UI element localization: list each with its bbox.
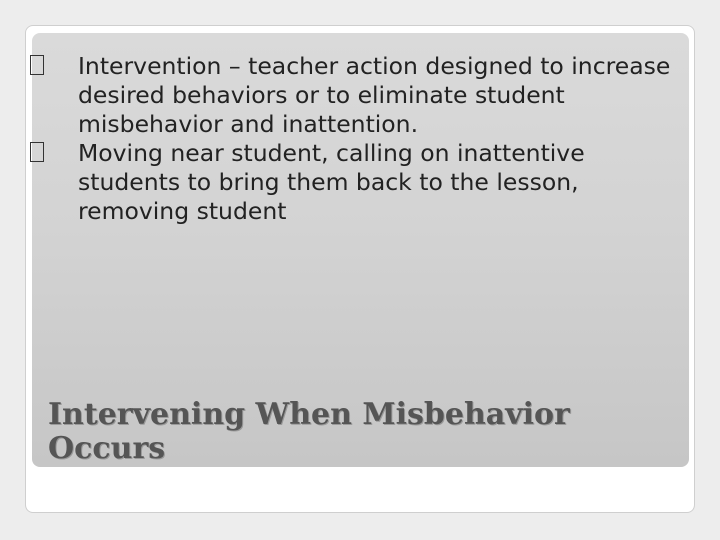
bullet-list: [30, 52, 685, 226]
slide-title: Intervening When Misbehavior Occurs: [48, 397, 570, 466]
bullet-item: [30, 139, 685, 226]
bullet-item: [30, 52, 685, 139]
bullet-text: Intervention – teacher action designed to increase desired behaviors or to eliminate student misbehavior and inattention.: [78, 52, 671, 138]
bullet-text: Moving near student, calling on inattentive students to bring them back to the lesson, removing student: [78, 139, 585, 225]
bullet-box-icon: [30, 142, 44, 162]
bullet-box-icon: [30, 55, 44, 75]
